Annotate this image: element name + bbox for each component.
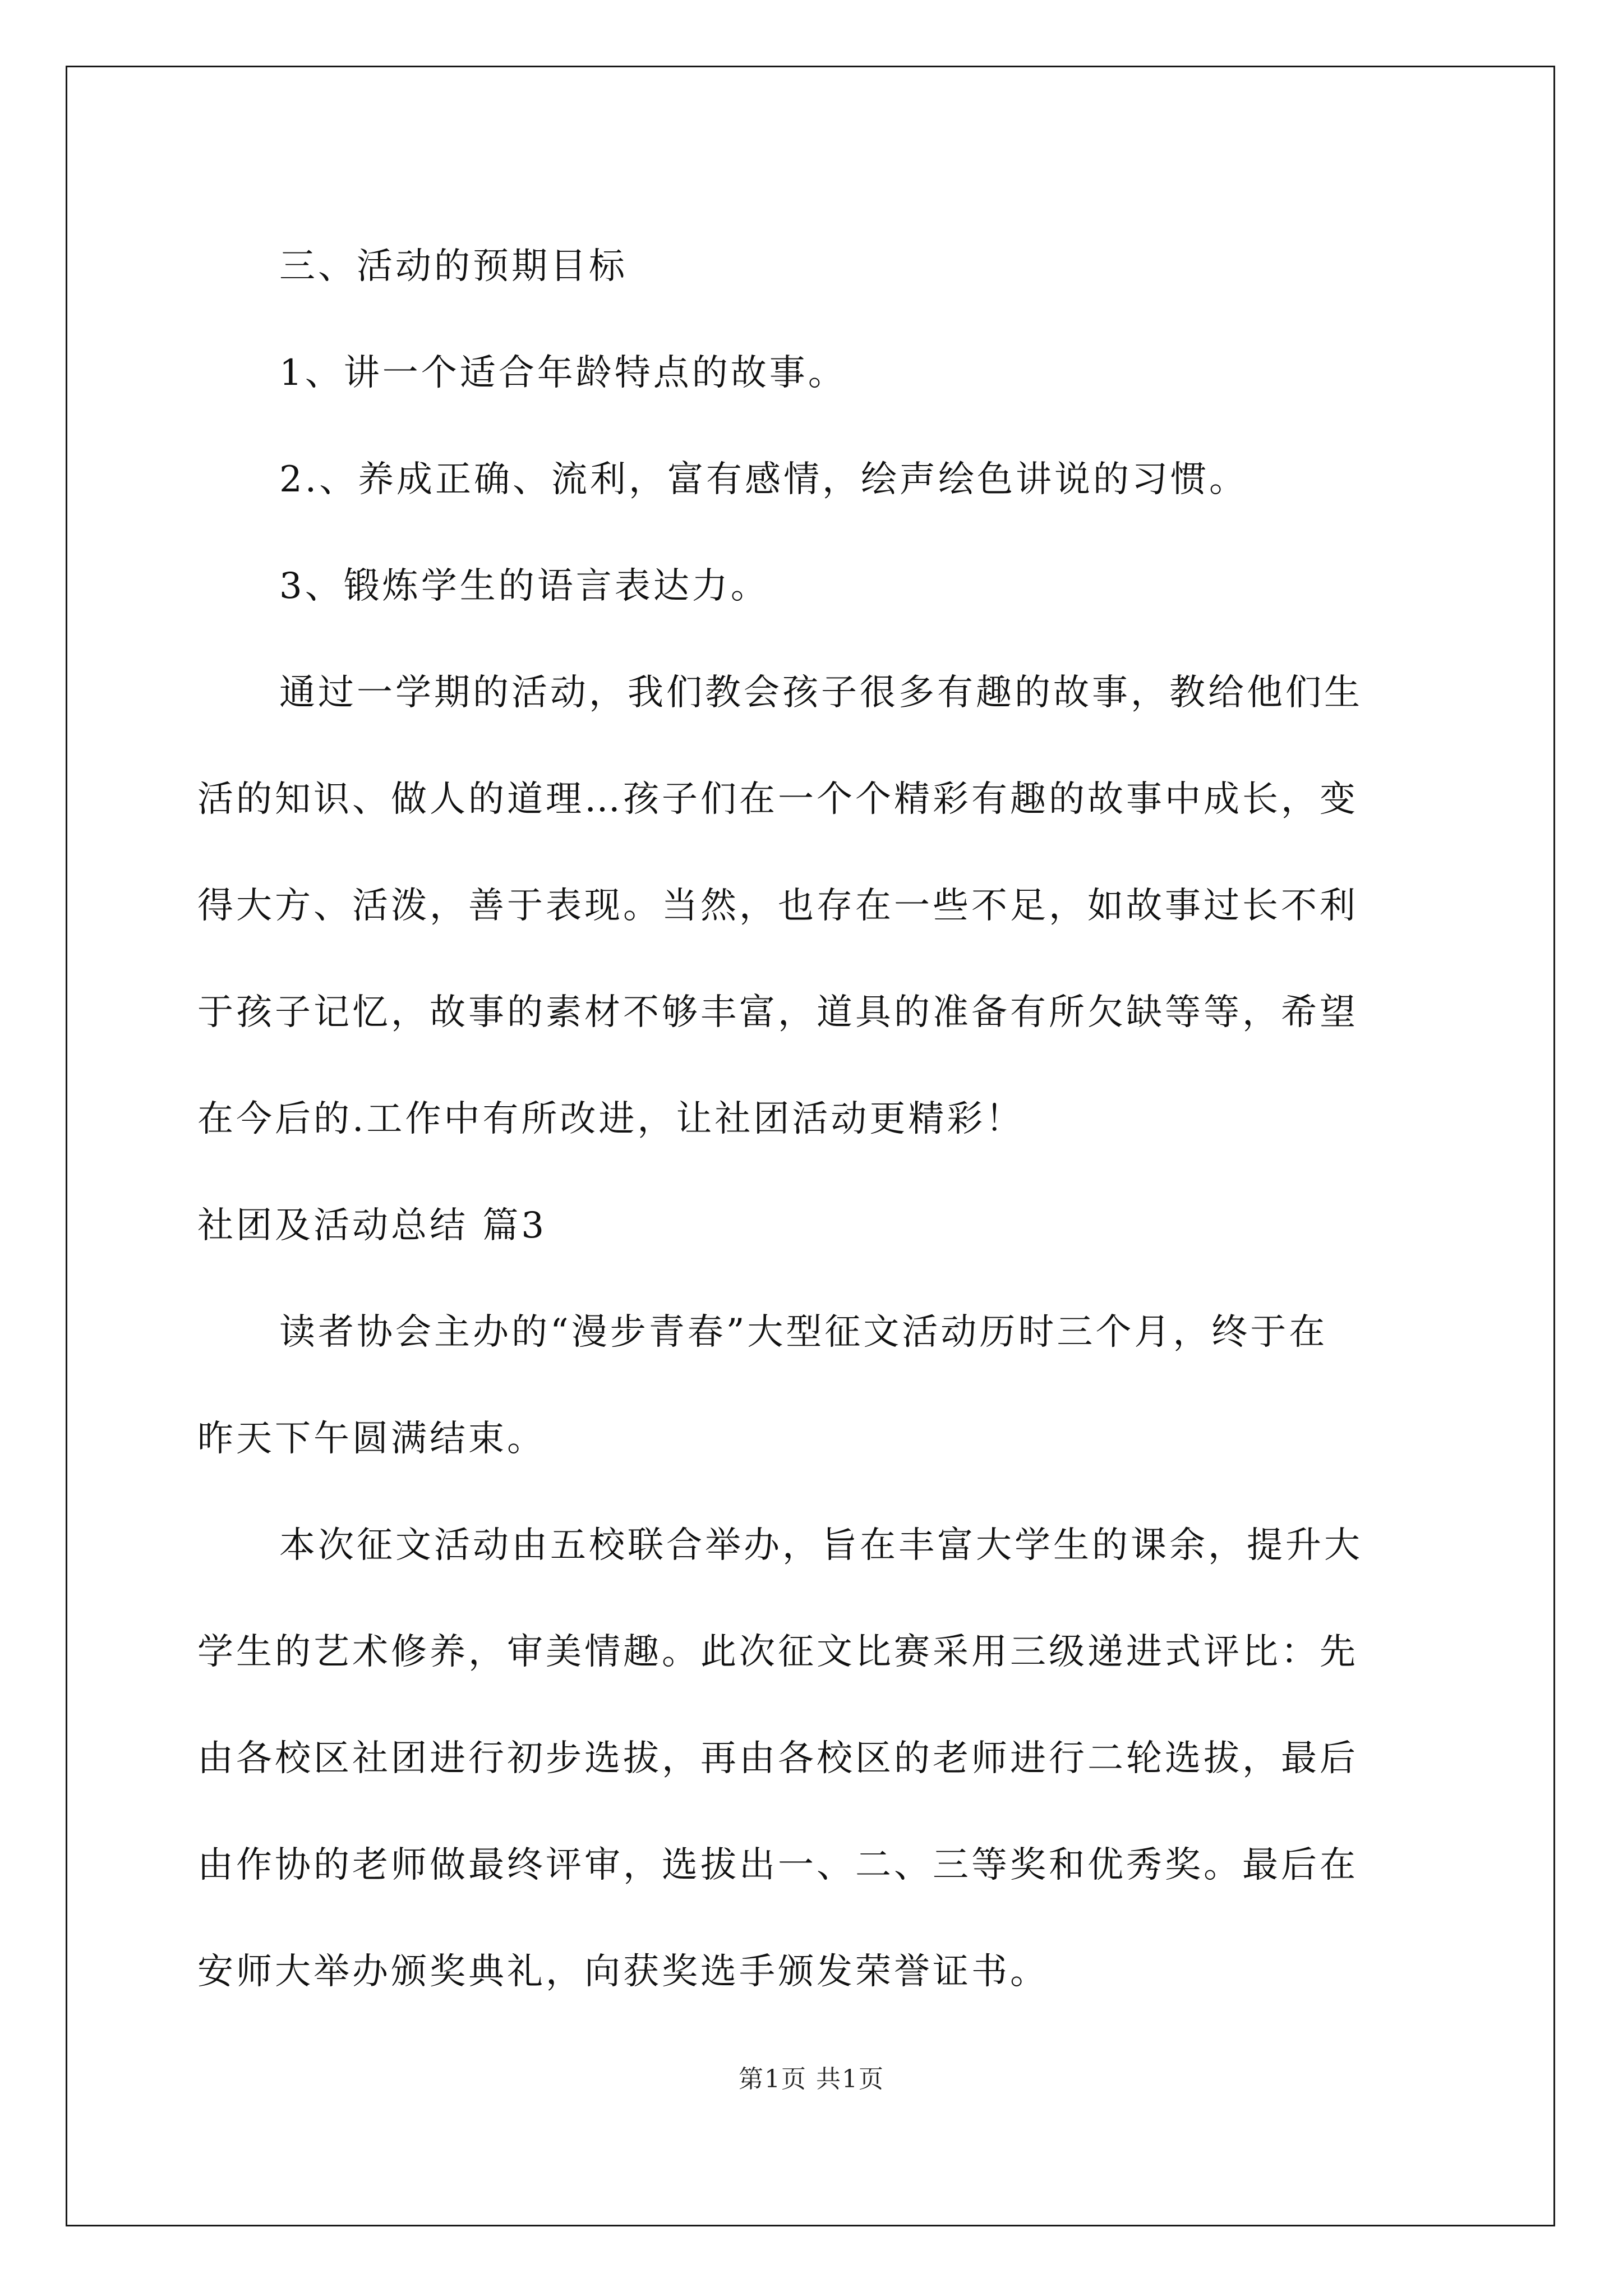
paragraph-line: 2.、养成正确、流利，富有感情，绘声绘色讲说的习惯。 [279,459,1248,500]
paragraph-line: 在今后的.工作中有所改进，让社团活动更精彩！ [197,1098,1025,1140]
paragraph-line: 活的知识、做人的道理…孩子们在一个个精彩有趣的故事中成长，变 [197,779,1358,820]
paragraph-line: 三、活动的预期目标 [279,246,628,287]
paragraph-line: 1、讲一个适合年龄特点的故事。 [279,352,847,394]
paragraph-line: 于孩子记忆，故事的素材不够丰富，道具的准备有所欠缺等等，希望 [197,992,1358,1033]
paragraph-line: 昨天下午圆满结束。 [197,1418,546,1460]
document-body [197,213,1431,2025]
paragraph-line: 本次征文活动由五校联合举办，旨在丰富大学生的课余，提升大 [279,1525,1363,1566]
paragraph-line: 得大方、活泼，善于表现。当然，也存在一些不足，如故事过长不利 [197,885,1358,927]
paragraph-line: 读者协会主办的“漫步青春”大型征文活动历时三个月，终于在 [279,1312,1328,1353]
paragraph-line: 通过一学期的活动，我们教会孩子很多有趣的故事，教给他们生 [279,672,1363,714]
section-heading: 社团及活动总结 篇3 [197,1205,547,1246]
paragraph-line: 安师大举办颁奖典礼，向获奖选手颁发荣誉证书。 [197,1951,1049,1993]
paragraph-line: 3、锻炼学生的语言表达力。 [279,565,769,607]
paragraph-line: 由作协的老师做最终评审，选拔出一、二、三等奖和优秀奖。最后在 [197,1844,1358,1886]
paragraph-line: 学生的艺术修养，审美情趣。此次征文比赛采用三级递进式评比：先 [197,1631,1358,1673]
paragraph-line: 由各校区社团进行初步选拔，再由各校区的老师进行二轮选拔，最后 [197,1738,1358,1779]
page-footer: 第1页 共1页 [739,2065,884,2093]
